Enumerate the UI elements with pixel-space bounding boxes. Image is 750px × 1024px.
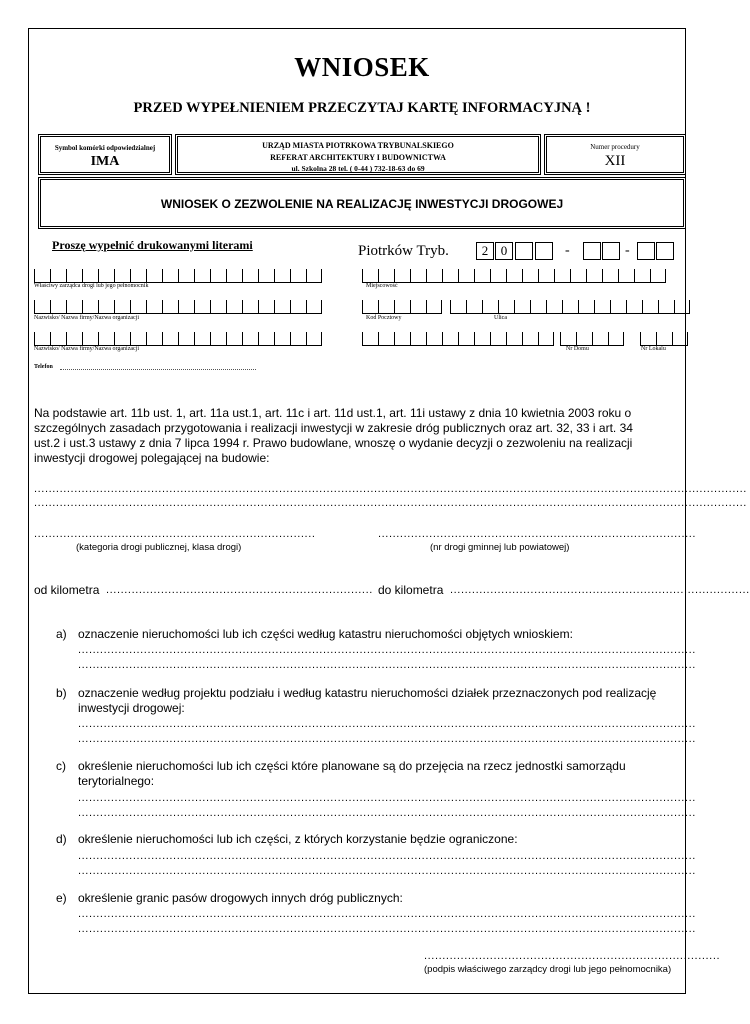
- road-number-caption: (nr drogi gminnej lub powiatowej): [430, 542, 570, 553]
- city-name: Piotrków Tryb.: [358, 243, 449, 259]
- street-letter-cell-2[interactable]: [426, 332, 442, 346]
- owner-letter-cell[interactable]: [130, 269, 146, 283]
- name-letter-cell[interactable]: [274, 300, 290, 314]
- place-letter-cell[interactable]: [474, 269, 490, 283]
- place-field-label: Miejscowość: [366, 283, 398, 289]
- postal-code-letter-cell[interactable]: [362, 300, 378, 314]
- name-letter-cell-2[interactable]: [114, 332, 130, 346]
- street-letter-cell[interactable]: [594, 300, 610, 314]
- owner-letter-cell[interactable]: [146, 269, 162, 283]
- street-letter-cell[interactable]: [498, 300, 514, 314]
- procedure-label: Numer procedury: [590, 143, 640, 151]
- place-letter-cell[interactable]: [362, 269, 378, 283]
- house-number-letter-cell[interactable]: [592, 332, 608, 346]
- place-letter-cell[interactable]: [506, 269, 522, 283]
- form-subtitle: PRZED WYPEŁNIENIEM PRZECZYTAJ KARTĘ INFORMACYJNĄ !: [133, 100, 591, 116]
- owner-letter-cell[interactable]: [114, 269, 130, 283]
- application-title: WNIOSEK O ZEZWOLENIE NA REALIZACJĘ INWESTYCJI DROGOWEJ: [160, 197, 564, 211]
- office-box: [175, 134, 541, 175]
- street-letter-cell[interactable]: [546, 300, 562, 314]
- postal-code-field-label: Kod Pocztowy: [366, 315, 402, 321]
- place-letter-cell[interactable]: [490, 269, 506, 283]
- name-letter-cell-2[interactable]: [226, 332, 242, 346]
- name-letter-cell[interactable]: [130, 300, 146, 314]
- item-e-answer-line[interactable]: .........................................................................................................................................................................: [78, 923, 696, 935]
- office-department: REFERAT ARCHITEKTURY I BUDOWNICTWA: [270, 153, 446, 162]
- street-letter-cell[interactable]: [658, 300, 674, 314]
- street-letter-cell[interactable]: [562, 300, 578, 314]
- road-number-line[interactable]: .......................................................................................: [378, 528, 697, 540]
- item-b-answer-line[interactable]: .........................................................................................................................................................................: [78, 733, 696, 745]
- unit-box: [38, 134, 172, 175]
- name-letter-cell-2[interactable]: [306, 332, 322, 346]
- date-box[interactable]: [535, 242, 553, 260]
- owner-letter-cell[interactable]: [210, 269, 226, 283]
- item-text-b: oznaczenie według projektu podziału i według katastru nieruchomości działek przeznaczonych pod realizację inwestycji drogowej:: [78, 686, 657, 715]
- date-box[interactable]: [583, 242, 601, 260]
- postal-code-letter-cell[interactable]: [378, 300, 394, 314]
- name-letter-cell[interactable]: [50, 300, 66, 314]
- construction-description-line[interactable]: ...................................................................................................................................................................................................: [34, 497, 747, 509]
- date-box[interactable]: [637, 242, 655, 260]
- item-letter-d: d): [56, 832, 67, 846]
- name-letter-cell[interactable]: [178, 300, 194, 314]
- name-letter-cell[interactable]: [226, 300, 242, 314]
- name-field-label: Nazwisko/ Nazwa firmy/Nazwa organizacji: [34, 315, 140, 321]
- house-number-letter-cell[interactable]: [560, 332, 576, 346]
- place-letter-cell[interactable]: [554, 269, 570, 283]
- street-letter-cell-2[interactable]: [410, 332, 426, 346]
- name-letter-cell[interactable]: [290, 300, 306, 314]
- place-letter-cell[interactable]: [538, 269, 554, 283]
- street-field-label: Ulica: [494, 315, 507, 321]
- item-text-e: określenie granic pasów drogowych innych dróg publicznych:: [78, 891, 403, 905]
- item-text-a: oznaczenie nieruchomości lub ich części według katastru nieruchomości objętych wnioskiem:: [78, 627, 573, 641]
- flat-number-letter-cell[interactable]: [656, 332, 672, 346]
- street-letter-cell-2[interactable]: [522, 332, 538, 346]
- name-letter-cell-2[interactable]: [98, 332, 114, 346]
- name-field-label-2: Nazwisko/ Nazwa firmy/Nazwa organizacji: [34, 346, 140, 352]
- procedure-box: [544, 134, 686, 175]
- place-letter-cell[interactable]: [442, 269, 458, 283]
- owner-letter-cell[interactable]: [66, 269, 82, 283]
- postal-code-letter-cell[interactable]: [426, 300, 442, 314]
- item-c-answer-line[interactable]: .........................................................................................................................................................................: [78, 807, 696, 819]
- item-b-answer-line[interactable]: .........................................................................................................................................................................: [78, 718, 696, 730]
- flat-number-field-label: Nr Lokalu: [641, 346, 666, 352]
- name-letter-cell-2[interactable]: [210, 332, 226, 346]
- owner-letter-cell[interactable]: [162, 269, 178, 283]
- street-letter-cell-2[interactable]: [394, 332, 410, 346]
- place-letter-cell[interactable]: [410, 269, 426, 283]
- date-box[interactable]: 0: [495, 242, 513, 260]
- owner-letter-cell[interactable]: [306, 269, 322, 283]
- date-box[interactable]: 2: [476, 242, 494, 260]
- item-letter-a: a): [56, 627, 67, 641]
- street-letter-cell-2[interactable]: [538, 332, 554, 346]
- road-category-caption: (kategoria drogi publicznej, klasa drogi): [76, 542, 242, 553]
- place-letter-cell[interactable]: [426, 269, 442, 283]
- place-letter-cell[interactable]: [586, 269, 602, 283]
- owner-letter-cell[interactable]: [98, 269, 114, 283]
- place-letter-cell[interactable]: [634, 269, 650, 283]
- street-letter-cell-2[interactable]: [362, 332, 378, 346]
- to-km-label: do kilometra: [378, 583, 444, 597]
- place-letter-cell[interactable]: [458, 269, 474, 283]
- name-letter-cell[interactable]: [194, 300, 210, 314]
- name-letter-cell-2[interactable]: [34, 332, 50, 346]
- road-category-line[interactable]: .............................................................................: [34, 528, 316, 540]
- name-letter-cell[interactable]: [66, 300, 82, 314]
- form-title-box: [38, 177, 686, 229]
- name-letter-cell[interactable]: [210, 300, 226, 314]
- street-letter-cell[interactable]: [514, 300, 530, 314]
- street-letter-cell[interactable]: [610, 300, 626, 314]
- owner-letter-cell[interactable]: [50, 269, 66, 283]
- date-separator: -: [625, 243, 630, 258]
- item-e-answer-line[interactable]: .........................................................................................................................................................................: [78, 908, 696, 920]
- name-letter-cell[interactable]: [306, 300, 322, 314]
- name-letter-cell-2[interactable]: [194, 332, 210, 346]
- name-letter-cell-2[interactable]: [258, 332, 274, 346]
- form-title: WNIOSEK: [294, 52, 430, 82]
- street-letter-cell[interactable]: [466, 300, 482, 314]
- owner-letter-cell[interactable]: [226, 269, 242, 283]
- street-letter-cell[interactable]: [642, 300, 658, 314]
- owner-letter-cell[interactable]: [178, 269, 194, 283]
- name-letter-cell[interactable]: [114, 300, 130, 314]
- signature-line[interactable]: .................................................................................: [424, 950, 721, 962]
- item-d-answer-line[interactable]: .........................................................................................................................................................................: [78, 865, 696, 877]
- name-letter-cell[interactable]: [82, 300, 98, 314]
- date-box[interactable]: [656, 242, 674, 260]
- street-letter-cell-2[interactable]: [490, 332, 506, 346]
- item-c-answer-line[interactable]: .........................................................................................................................................................................: [78, 792, 696, 804]
- owner-letter-cell[interactable]: [34, 269, 50, 283]
- owner-letter-cell[interactable]: [82, 269, 98, 283]
- name-letter-cell[interactable]: [34, 300, 50, 314]
- street-letter-cell-2[interactable]: [442, 332, 458, 346]
- from-km-line[interactable]: .........................................................................: [106, 584, 373, 596]
- street-letter-cell[interactable]: [674, 300, 690, 314]
- name-letter-cell-2[interactable]: [50, 332, 66, 346]
- item-letter-e: e): [56, 891, 67, 905]
- street-letter-cell-2[interactable]: [458, 332, 474, 346]
- name-letter-cell[interactable]: [242, 300, 258, 314]
- owner-letter-cell[interactable]: [194, 269, 210, 283]
- house-number-letter-cell[interactable]: [576, 332, 592, 346]
- date-box[interactable]: [602, 242, 620, 260]
- place-letter-cell[interactable]: [618, 269, 634, 283]
- office-address: ul. Szkolna 28 tel. ( 0-44 ) 732-18-63 do 69: [291, 164, 425, 173]
- name-letter-cell[interactable]: [162, 300, 178, 314]
- signature-caption: (podpis właściwego zarządcy drogi lub jego pełnomocnika): [424, 964, 672, 975]
- street-letter-cell[interactable]: [450, 300, 466, 314]
- name-letter-cell-2[interactable]: [290, 332, 306, 346]
- owner-field-label: Właściwy zarządca drogi lub jego pełnomocnik: [34, 283, 149, 289]
- name-letter-cell[interactable]: [258, 300, 274, 314]
- item-letter-c: c): [56, 759, 66, 773]
- item-a-answer-line[interactable]: .........................................................................................................................................................................: [78, 644, 696, 656]
- owner-letter-cell[interactable]: [274, 269, 290, 283]
- postal-code-letter-cell[interactable]: [394, 300, 410, 314]
- phone-field-label: Telefon: [34, 364, 53, 370]
- place-letter-cell[interactable]: [602, 269, 618, 283]
- item-text-d: określenie nieruchomości lub ich części, z których korzystanie będzie ograniczone:: [78, 832, 518, 846]
- procedure-value: XII: [604, 153, 626, 169]
- fill-instruction: Proszę wypełnić drukowanymi literami: [52, 238, 253, 252]
- name-letter-cell-2[interactable]: [178, 332, 194, 346]
- owner-letter-cell[interactable]: [290, 269, 306, 283]
- unit-label: Symbol komórki odpowiedzialnej: [54, 144, 156, 152]
- owner-letter-cell[interactable]: [258, 269, 274, 283]
- date-separator: -: [565, 243, 570, 258]
- name-letter-cell-2[interactable]: [162, 332, 178, 346]
- item-text-c: określenie nieruchomości lub ich części które planowane są do przejęcia na rzecz jednostki samorządu terytorialnego:: [78, 759, 626, 788]
- postal-code-letter-cell[interactable]: [410, 300, 426, 314]
- name-letter-cell-2[interactable]: [274, 332, 290, 346]
- name-letter-cell[interactable]: [146, 300, 162, 314]
- street-letter-cell[interactable]: [626, 300, 642, 314]
- legal-basis-paragraph: Na podstawie art. 11b ust. 1, art. 11a ust.1, art. 11c i art. 11d ust.1, art. 11i ustawy z dnia 10 kwietnia 2003 roku o szczególnych zasadach przygotowania i realizacji inwestycji w zakresie dróg publicznych oraz art. 32, 33 i art. 34 ust.2 i ust.3 ustawy z dnia 7 lipca 1994 r. Prawo budowlane, wnoszę o wydanie decyzji o zezwoleniu na realizacji inwestycji drogowej polegającej na budowie:: [34, 406, 633, 465]
- flat-number-letter-cell[interactable]: [640, 332, 656, 346]
- street-letter-cell-2[interactable]: [474, 332, 490, 346]
- place-letter-cell[interactable]: [650, 269, 666, 283]
- street-letter-cell[interactable]: [530, 300, 546, 314]
- name-letter-cell-2[interactable]: [130, 332, 146, 346]
- to-km-line[interactable]: ..................................................................................: [450, 584, 750, 596]
- item-d-answer-line[interactable]: .........................................................................................................................................................................: [78, 850, 696, 862]
- owner-letter-cell[interactable]: [242, 269, 258, 283]
- place-letter-cell[interactable]: [378, 269, 394, 283]
- street-letter-cell[interactable]: [482, 300, 498, 314]
- date-box[interactable]: [515, 242, 533, 260]
- unit-value: IMA: [90, 154, 120, 169]
- name-letter-cell[interactable]: [98, 300, 114, 314]
- construction-description-line[interactable]: ...................................................................................................................................................................................................: [34, 483, 747, 495]
- name-letter-cell-2[interactable]: [66, 332, 82, 346]
- street-letter-cell-2[interactable]: [506, 332, 522, 346]
- street-letter-cell-2[interactable]: [378, 332, 394, 346]
- street-letter-cell[interactable]: [578, 300, 594, 314]
- house-number-letter-cell[interactable]: [608, 332, 624, 346]
- name-letter-cell-2[interactable]: [146, 332, 162, 346]
- flat-number-letter-cell[interactable]: [672, 332, 688, 346]
- place-letter-cell[interactable]: [570, 269, 586, 283]
- name-letter-cell-2[interactable]: [242, 332, 258, 346]
- name-letter-cell-2[interactable]: [82, 332, 98, 346]
- item-a-answer-line[interactable]: .........................................................................................................................................................................: [78, 659, 696, 671]
- house-number-field-label: Nr Domu: [566, 346, 589, 352]
- from-km-label: od kilometra: [34, 583, 100, 597]
- place-letter-cell[interactable]: [522, 269, 538, 283]
- phone-input-line[interactable]: [60, 369, 256, 370]
- place-letter-cell[interactable]: [394, 269, 410, 283]
- office-name: URZĄD MIASTA PIOTRKOWA TRYBUNALSKIEGO: [262, 141, 454, 150]
- item-letter-b: b): [56, 686, 67, 700]
